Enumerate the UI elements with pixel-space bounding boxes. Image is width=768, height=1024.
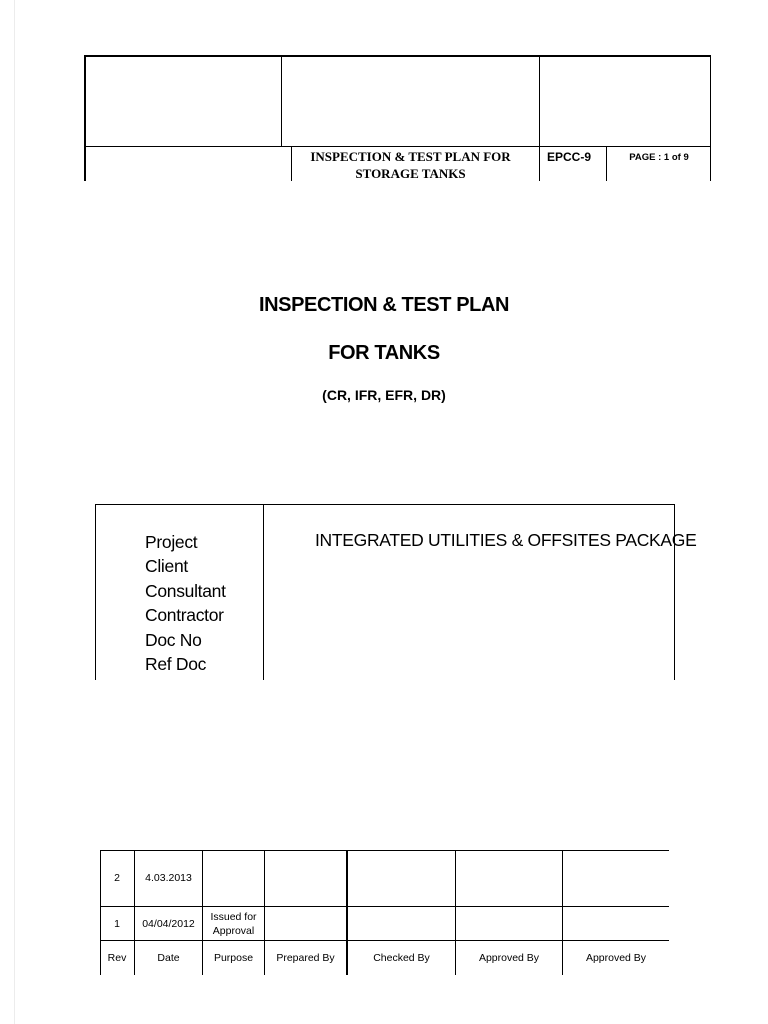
row1-purpose: Issued for Approval [210, 910, 257, 937]
header-rev: Rev [107, 952, 127, 964]
page-number: PAGE : 1 of 9 [629, 152, 689, 163]
row2-purpose [203, 850, 264, 906]
row1-rev: 1 [114, 917, 120, 930]
label-project: Project [145, 532, 198, 552]
header-approved-by-1: Approved By [478, 952, 540, 964]
project-info-labels [145, 530, 226, 676]
header-checked-by: Checked By [373, 952, 430, 964]
project-value: INTEGRATED UTILITIES & OFFSITES PACKAGE [315, 530, 697, 550]
label-client: Client [145, 556, 188, 577]
main-subtitle: FOR TANKS [328, 342, 440, 364]
row1-date: 04/04/2012 [142, 917, 195, 930]
row2-date: 4.03.2013 [145, 872, 192, 884]
revision-table [100, 850, 669, 975]
header-purpose: Purpose [213, 952, 254, 964]
row2-rev: 2 [114, 872, 120, 884]
header-date: Date [157, 952, 180, 964]
label-consultant: Consultant [145, 580, 226, 601]
main-title: INSPECTION & TEST PLAN [258, 294, 510, 316]
label-doc-no: Doc No [145, 629, 202, 650]
header-approved-by-2: Approved By [585, 952, 647, 964]
label-contractor: Contractor [145, 605, 224, 626]
header-title: INSPECTION & TEST PLAN FOR STORAGE TANKS [310, 149, 511, 181]
document-code: EPCC-9 [546, 150, 591, 164]
header-prepared-by: Prepared By [276, 952, 335, 964]
label-ref-doc: Ref Doc [145, 654, 207, 675]
page-edge [14, 0, 15, 1024]
tank-types: (CR, IFR, EFR, DR) [322, 387, 446, 403]
